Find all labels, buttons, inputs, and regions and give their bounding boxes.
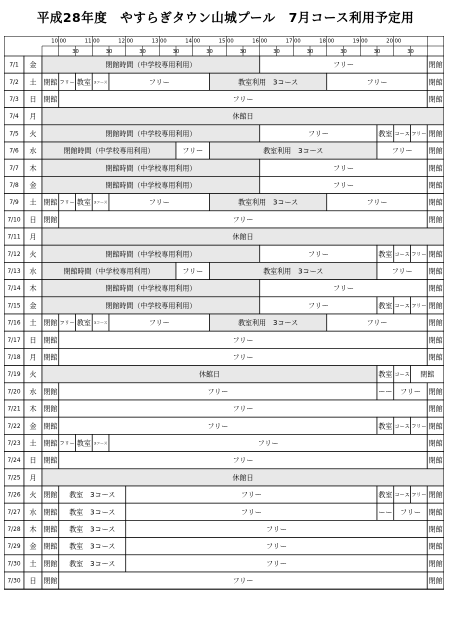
block-label: フリー [207, 422, 229, 431]
block-label: コース [394, 372, 410, 379]
block-label: 閉館 [428, 198, 443, 207]
block-label: 閉館 [428, 147, 443, 156]
block-label: 閉館 [428, 164, 443, 173]
weekday-label: 火 [29, 370, 37, 379]
block-label: 閉館時間（中学校専用利用） [105, 181, 197, 190]
block-label: 教室 [378, 370, 393, 379]
weekday-label: 木 [29, 284, 37, 293]
half-hour-label: 30 [206, 49, 213, 55]
block-label: 閉館時間（中学校専用利用） [63, 267, 155, 276]
block-label: フリー [182, 267, 204, 276]
date-label: 7/14 [7, 286, 21, 293]
date-label: 7/5 [9, 131, 19, 138]
block-label: 教室利用 3コース [263, 147, 324, 156]
block-label: 教室 [378, 301, 393, 310]
block-label: フリー [266, 559, 287, 568]
block-label: フリー [333, 181, 354, 190]
hour-label: 11:00 [84, 38, 100, 45]
block-label: 教室利用 3コース [238, 198, 299, 207]
hour-label: 17:00 [285, 38, 301, 45]
date-label: 7/9 [9, 200, 19, 207]
block-label: 閉館 [43, 78, 58, 87]
block-label: 閉館 [43, 215, 58, 224]
weekday-label: 火 [29, 129, 37, 138]
weekday-label: 水 [29, 387, 37, 396]
hour-label: 15:00 [218, 38, 234, 45]
block-label: 教室 3コース [69, 525, 116, 534]
block-label: 閉館 [43, 577, 58, 586]
block-label: 教室 [378, 129, 393, 138]
weekday-label: 土 [29, 319, 37, 328]
date-label: 7/24 [7, 458, 21, 465]
block-label: フリー [308, 129, 329, 138]
block-label: 閉館 [428, 577, 443, 586]
block-label: 閉館 [428, 301, 443, 310]
block-label: 閉館時間（中学校専用利用） [63, 147, 155, 156]
block-label: 閉館 [43, 491, 58, 500]
date-label: 7/13 [7, 269, 21, 275]
block-label: コース [394, 423, 410, 430]
block-label: 閉館時間（中学校専用利用） [105, 250, 197, 259]
block-label: 閉館 [428, 61, 443, 70]
block-label: フリー [59, 200, 75, 207]
block-label: 閉館 [43, 319, 58, 328]
block-label: フリー [232, 456, 254, 465]
weekday-label: 水 [29, 508, 37, 517]
block-label: 閉館時間（中学校専用利用） [105, 61, 197, 70]
block-label: フリー [391, 147, 413, 156]
weekday-label: 火 [29, 491, 37, 500]
block-label: 閉館 [428, 387, 443, 396]
block-label: フリー [266, 542, 287, 551]
half-hour-label: 30 [340, 49, 347, 55]
block-label: フリー [366, 78, 388, 87]
block-label: ーー [378, 387, 393, 396]
block-label: 休館日 [199, 370, 220, 379]
block-label: フリー [391, 267, 413, 276]
date-label: 7/22 [7, 423, 21, 430]
block-label: 教室 3コース [69, 542, 116, 551]
date-label: 7/28 [7, 527, 21, 533]
block-label: 休館日 [232, 233, 254, 242]
weekday-label: 水 [29, 147, 37, 156]
date-label: 7/8 [9, 183, 19, 189]
block-label: 閉館 [428, 491, 443, 500]
block-label: 閉館 [43, 542, 58, 551]
block-label: 教室 3コース [69, 508, 116, 517]
block-label: 教室 [76, 319, 91, 328]
block-label: 閉館 [43, 559, 58, 568]
date-label: 7/4 [9, 114, 19, 121]
block-label: 閉館 [428, 78, 443, 87]
block-label: 閉館 [428, 439, 443, 448]
weekday-label: 木 [29, 405, 37, 414]
weekday-label: 月 [29, 233, 37, 242]
weekday-label: 土 [29, 198, 37, 207]
block-label: フリー [207, 387, 229, 396]
hour-label: 13:00 [151, 38, 167, 45]
hour-label: 12:00 [118, 38, 134, 45]
block-label: 閉館 [428, 215, 443, 224]
date-label: 7/20 [7, 389, 21, 396]
block-label: 閉館 [428, 508, 443, 517]
weekday-label: 日 [29, 336, 37, 345]
date-label: 7/11 [7, 234, 21, 241]
block-label: 教室 [378, 422, 393, 431]
block-label: 休館日 [232, 473, 254, 482]
date-label: 7/7 [9, 165, 19, 172]
block-label: 閉館 [428, 542, 443, 551]
block-label: 閉館 [428, 559, 443, 568]
weekday-label: 土 [29, 78, 37, 87]
block-label: 教室 3コース [69, 491, 116, 500]
half-hour-label: 30 [139, 49, 146, 55]
weekday-label: 金 [29, 181, 37, 190]
block-label: 閉館 [428, 129, 443, 138]
date-label: 7/18 [7, 355, 21, 361]
block-label: 教室利用 3コース [238, 319, 299, 328]
block-label: 教室 [378, 491, 393, 500]
block-label: コース [394, 492, 410, 499]
date-label: 7/16 [7, 320, 21, 327]
block-label: 閉館 [428, 95, 443, 104]
half-hour-label: 30 [72, 49, 79, 55]
block-label: 閉館 [428, 525, 443, 534]
block-label: 閉館 [43, 525, 58, 534]
date-label: 7/12 [7, 251, 21, 258]
weekday-label: 日 [29, 456, 37, 465]
block-label: 教室 [76, 78, 91, 87]
block-label: フリー [366, 198, 388, 207]
weekday-label: 金 [29, 61, 37, 70]
block-label: 閉館 [428, 250, 443, 259]
hour-label: 16:00 [252, 38, 268, 45]
block-label: コース [394, 303, 410, 310]
hour-label: 14:00 [185, 38, 201, 45]
hour-label: 10:00 [51, 38, 67, 45]
block-label: 3コース [93, 79, 108, 85]
weekday-label: 土 [29, 439, 37, 448]
block-label: フリー [411, 251, 427, 258]
block-label: 3コース [93, 440, 108, 446]
half-hour-label: 30 [306, 49, 314, 55]
block-label: フリー [232, 336, 254, 345]
block-label: フリー [232, 215, 254, 224]
block-label: フリー [148, 198, 170, 207]
block-label: フリー [400, 508, 421, 517]
block-label: フリー [232, 577, 254, 586]
block-label: フリー [333, 284, 354, 293]
date-label: 7/15 [7, 303, 21, 310]
block-label: 休館日 [232, 112, 254, 121]
date-label: 7/25 [7, 475, 21, 482]
block-label: フリー [241, 508, 262, 517]
block-label: 閉館 [43, 336, 58, 345]
date-label: 7/23 [7, 441, 21, 447]
block-label: 3コース [93, 320, 108, 326]
date-label: 7/30 [7, 561, 21, 568]
block-label: フリー [411, 131, 427, 138]
block-label: フリー [182, 147, 204, 156]
weekday-label: 月 [29, 473, 37, 482]
block-label: 閉館 [428, 284, 443, 293]
block-label: 教室利用 3コース [238, 78, 299, 87]
block-label: 教室 [76, 439, 91, 448]
block-label: 閉館 [428, 181, 443, 190]
block-label: 閉館 [43, 405, 58, 414]
block-label: フリー [59, 441, 75, 447]
weekday-label: 土 [29, 559, 37, 568]
date-label: 7/27 [7, 509, 21, 516]
weekday-label: 水 [29, 267, 37, 276]
half-hour-label: 30 [172, 49, 180, 55]
block-label: フリー [59, 79, 75, 86]
weekday-label: 月 [29, 112, 37, 121]
block-label: フリー [333, 164, 354, 173]
weekday-label: 日 [29, 95, 37, 104]
weekday-label: 金 [29, 301, 37, 310]
hour-label: 20:00 [386, 38, 402, 45]
date-label: 7/1 [9, 62, 19, 69]
block-label: 閉館 [428, 336, 443, 345]
block-label: 閉館 [428, 422, 443, 431]
block-label: フリー [411, 303, 427, 310]
half-hour-label: 30 [373, 49, 381, 55]
block-label: 閉館 [43, 456, 58, 465]
date-label: 7/21 [7, 406, 21, 413]
block-label: フリー [411, 492, 427, 499]
block-label: フリー [241, 491, 262, 500]
block-label: コース [394, 131, 410, 138]
weekday-label: 金 [29, 542, 37, 551]
block-label: フリー [411, 423, 427, 430]
block-label: 閉館時間（中学校専用利用） [105, 129, 197, 138]
block-label: 教室利用 3コース [263, 267, 324, 276]
weekday-label: 火 [29, 250, 37, 259]
block-label: 閉館 [43, 387, 58, 396]
weekday-label: 日 [29, 577, 37, 586]
block-label: 閉館時間（中学校専用利用） [105, 301, 197, 310]
date-label: 7/19 [7, 372, 21, 379]
block-label: 閉館 [428, 405, 443, 414]
weekday-label: 月 [29, 353, 37, 362]
block-label: 閉館 [428, 267, 443, 276]
weekday-label: 日 [29, 215, 37, 224]
block-label: 教室 [76, 198, 91, 207]
block-label: フリー [148, 319, 170, 328]
block-label: フリー [59, 320, 75, 327]
block-label: 閉館 [43, 422, 58, 431]
date-label: 7/26 [7, 492, 21, 499]
block-label: 閉館 [43, 198, 58, 207]
block-label: フリー [308, 301, 329, 310]
block-label: 教室 3コース [69, 559, 116, 568]
half-hour-label: 30 [273, 49, 280, 55]
date-label: 7/3 [9, 97, 19, 103]
block-label: コース [394, 251, 410, 258]
block-label: 閉館 [43, 353, 58, 362]
block-label: ーー [378, 508, 393, 517]
block-label: 閉館時間（中学校専用利用） [105, 284, 197, 293]
block-label: フリー [232, 353, 254, 362]
block-label: 教室 [378, 250, 393, 259]
date-label: 7/10 [7, 217, 21, 224]
date-label: 7/30 [7, 578, 21, 585]
date-label: 7/2 [9, 79, 19, 86]
block-label: フリー [366, 319, 388, 328]
block-label: フリー [333, 61, 354, 70]
weekday-label: 金 [29, 422, 37, 431]
date-label: 7/6 [9, 148, 19, 155]
block-label: 閉館 [43, 439, 58, 448]
block-label: 閉館 [420, 370, 435, 379]
block-label: フリー [148, 78, 170, 87]
date-label: 7/17 [7, 337, 21, 344]
half-hour-label: 30 [105, 49, 113, 55]
weekday-label: 木 [29, 525, 37, 534]
half-hour-label: 30 [239, 49, 247, 55]
schedule-table [4, 36, 444, 616]
block-label: 閉館 [43, 95, 58, 104]
block-label: フリー [257, 439, 279, 448]
block-label: 3コース [93, 199, 108, 205]
block-label: 閉館時間（中学校専用利用） [105, 164, 197, 173]
block-label: フリー [266, 525, 287, 534]
block-label: フリー [400, 387, 421, 396]
page-title: 平成28年度 やすらぎタウン山城プール 7月コース利用予定用 [36, 10, 415, 25]
hour-label: 19:00 [352, 38, 368, 45]
block-label: 閉館 [43, 508, 58, 517]
block-label: フリー [232, 405, 254, 414]
hour-label: 18:00 [319, 38, 335, 45]
block-label: 閉館 [428, 319, 443, 328]
date-label: 7/29 [7, 544, 21, 551]
block-label: フリー [308, 250, 329, 259]
weekday-label: 木 [29, 164, 37, 173]
block-label: 閉館 [428, 353, 443, 362]
half-hour-label: 30 [407, 49, 414, 55]
block-label: 閉館 [428, 456, 443, 465]
block-label: フリー [232, 95, 254, 104]
